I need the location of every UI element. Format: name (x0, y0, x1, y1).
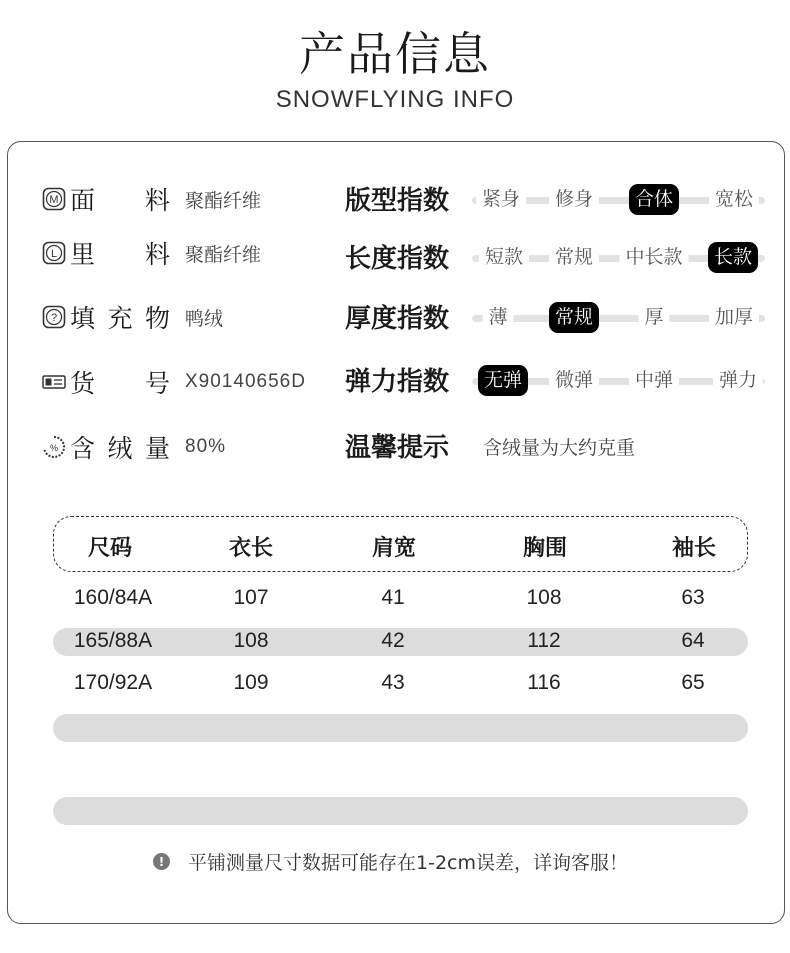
table-row-empty (53, 756, 748, 784)
index-option-selected: 长款 (708, 242, 758, 273)
index-option: 紧身 (476, 184, 526, 215)
column-header: 衣长 (228, 536, 274, 561)
table-cell: 160/84A (73, 586, 153, 609)
table-cell: 165/88A (73, 629, 153, 652)
table-row (53, 670, 748, 698)
note-text: 平铺测量尺寸数据可能存在1-2cm误差，详询客服！ (188, 852, 628, 874)
attr-label: 面 料 (70, 186, 170, 215)
index-option: 厚 (638, 302, 669, 333)
index-elasticity (345, 359, 765, 399)
svg-text:?: ? (50, 312, 58, 324)
attr-value: X90140656D (185, 371, 306, 392)
table-row-empty (53, 714, 748, 742)
attr-down-content (42, 427, 227, 467)
table-row (53, 585, 748, 613)
index-name: 厚度指数 (345, 304, 450, 334)
column-header: 胸围 (522, 536, 568, 561)
attr-value: 鸭绒 (185, 307, 224, 330)
tip-text: 含绒量为大约克重 (483, 437, 636, 459)
table-cell: 112 (527, 629, 561, 652)
table-row-empty (53, 797, 748, 825)
table-cell: 65 (681, 671, 705, 694)
index-name: 长度指数 (345, 244, 450, 274)
attr-label: 里 料 (70, 240, 170, 269)
index-option: 中长款 (619, 242, 688, 273)
index-fit (345, 178, 765, 218)
index-length (345, 236, 765, 276)
attr-label: 填 充 物 (70, 304, 170, 333)
measurement-note (153, 848, 628, 875)
attr-label: 货 号 (70, 369, 170, 398)
index-option: 加厚 (709, 302, 759, 333)
table-row (53, 628, 748, 656)
column-header: 肩宽 (371, 536, 417, 561)
question-icon (42, 305, 66, 329)
index-option: 中弹 (629, 365, 679, 396)
table-cell: 107 (233, 586, 269, 609)
index-option-selected: 合体 (629, 184, 679, 215)
letter-m-icon (42, 187, 66, 211)
attr-value: 聚酯纤维 (185, 189, 262, 212)
column-header: 袖长 (671, 536, 717, 561)
percent-circle-icon (42, 435, 66, 459)
index-name: 版型指数 (345, 186, 450, 216)
size-table-header (53, 516, 748, 572)
letter-l-icon (42, 241, 66, 265)
index-option: 修身 (549, 184, 599, 215)
attr-lining (42, 233, 262, 273)
index-option-selected: 无弹 (478, 365, 528, 396)
index-name: 弹力指数 (345, 367, 450, 397)
index-option: 常规 (549, 242, 599, 273)
attr-label: 含 绒 量 (70, 434, 170, 463)
index-option: 薄 (482, 302, 513, 333)
index-thickness (345, 296, 765, 336)
tip-label: 温馨提示 (345, 433, 450, 463)
table-cell: 64 (681, 629, 705, 652)
table-cell: 42 (381, 629, 405, 652)
table-cell: 116 (527, 671, 561, 694)
id-card-icon (42, 370, 66, 394)
page-subtitle: SNOWFLYING INFO (275, 86, 515, 113)
attr-value: 聚酯纤维 (185, 243, 262, 266)
exclamation-icon: ! (153, 853, 170, 870)
index-option-selected: 常规 (549, 302, 599, 333)
index-option: 短款 (479, 242, 529, 273)
table-cell: 43 (381, 671, 405, 694)
attr-item-number (42, 362, 306, 402)
table-cell: 108 (233, 629, 269, 652)
attr-fabric (42, 179, 262, 219)
index-option: 弹力 (713, 365, 763, 396)
table-cell: 41 (381, 586, 405, 609)
page-title: 产品信息 (299, 27, 491, 81)
table-cell: 109 (233, 671, 269, 694)
svg-text:%: % (49, 443, 59, 453)
table-cell: 108 (526, 586, 562, 609)
table-cell: 63 (681, 586, 705, 609)
attr-value: 80% (185, 436, 227, 457)
table-cell: 170/92A (73, 671, 153, 694)
index-option: 微弹 (549, 365, 599, 396)
index-option: 宽松 (709, 184, 759, 215)
column-header: 尺码 (87, 536, 133, 561)
attr-filling (42, 297, 224, 337)
svg-text:L: L (50, 248, 58, 260)
svg-text:M: M (49, 194, 59, 206)
